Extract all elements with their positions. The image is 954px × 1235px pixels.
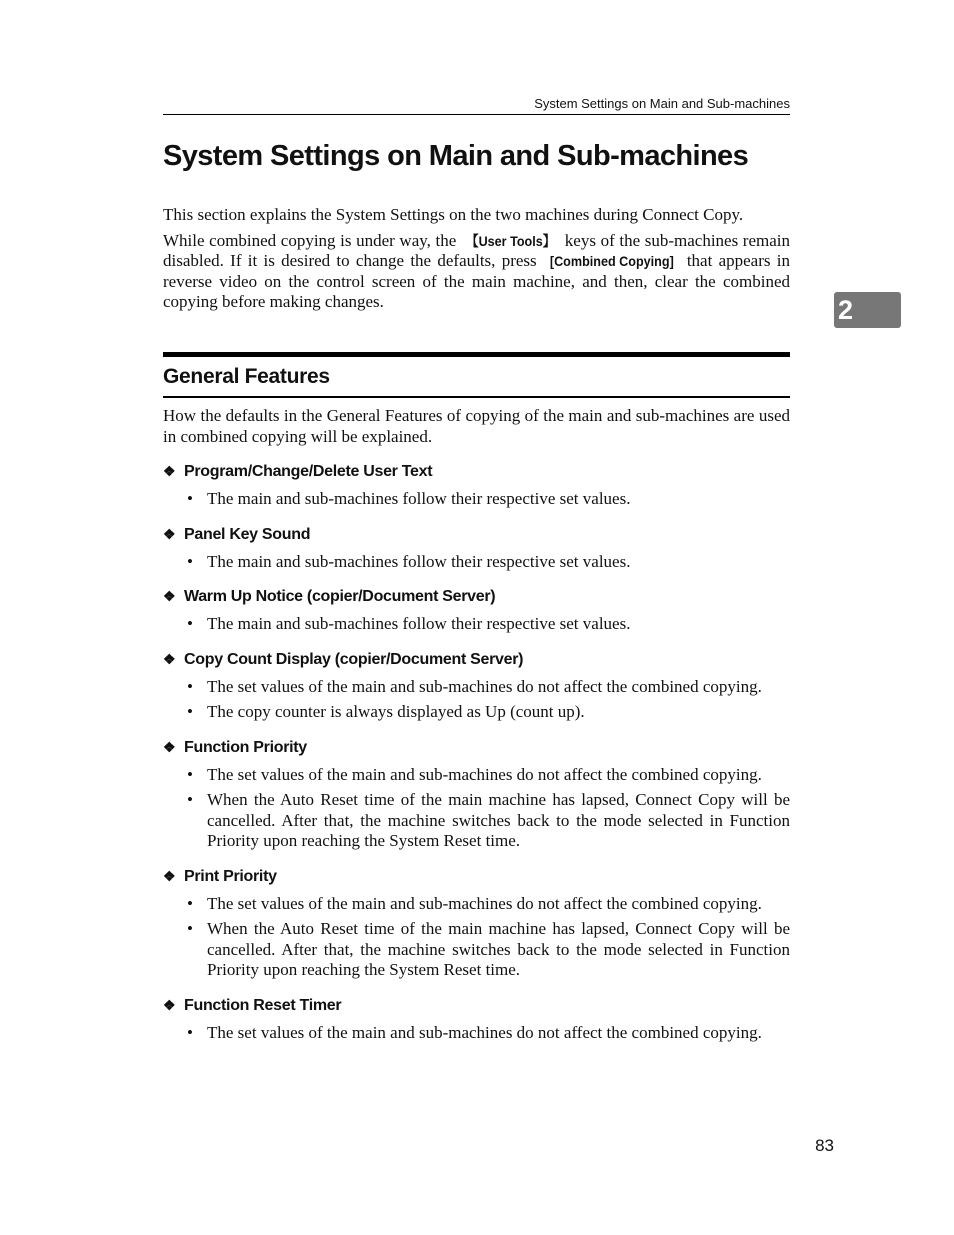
feature-block — [163, 649, 790, 723]
chapter-tab: 2 — [834, 292, 901, 328]
list-item-text: The copy counter is always displayed as Up (count up). — [207, 702, 585, 721]
bullet-dot-icon: • — [187, 893, 193, 913]
feature-heading — [163, 866, 790, 887]
bullet-list — [163, 552, 790, 573]
feature-block — [163, 737, 790, 852]
section-rule-top — [163, 352, 790, 357]
list-item — [163, 489, 790, 510]
bullet-dot-icon: • — [187, 676, 193, 696]
feature-heading-text: Panel Key Sound — [184, 525, 311, 543]
diamond-bullet-icon: ❖ — [163, 588, 176, 604]
feature-heading — [163, 649, 790, 670]
feature-list — [163, 461, 790, 1057]
list-item — [163, 919, 790, 981]
bullet-list — [163, 765, 790, 852]
bullet-list — [163, 677, 790, 723]
feature-heading-text: Print Priority — [184, 867, 277, 885]
intro-section — [163, 205, 790, 318]
feature-heading-text: Function Priority — [184, 738, 307, 756]
list-item-text: When the Auto Reset time of the main machine has lapsed, Connect Copy will be cancelled. After that, the machine switches back to the mode selected in Function Priority upon reaching the System Reset time. — [207, 919, 790, 979]
list-item — [163, 765, 790, 786]
diamond-bullet-icon: ❖ — [163, 650, 176, 667]
intro-paragraph-2 — [163, 231, 790, 313]
intro-paragraph-1: This section explains the System Settings on the two machines during Connect Copy. — [163, 205, 744, 224]
feature-heading — [163, 737, 790, 758]
feature-heading-text: Copy Count Display (copier/Document Server) — [184, 650, 524, 668]
bullet-dot-icon: • — [187, 551, 193, 571]
list-item — [163, 702, 790, 723]
intro-text-part-2: keys of the sub-machines remain disabled. If it is desired to change the defaults, press — [163, 230, 791, 270]
list-item — [163, 677, 790, 698]
feature-block — [163, 866, 790, 981]
diamond-bullet-icon: ❖ — [163, 996, 176, 1013]
list-item-text: When the Auto Reset time of the main machine has lapsed, Connect Copy will be cancelled. After that, the machine switches back to the mode selected in Function Priority upon reaching the System Reset time. — [207, 790, 790, 850]
list-item — [163, 552, 790, 573]
list-item — [163, 614, 790, 635]
diamond-bullet-icon: ❖ — [163, 738, 176, 755]
bullet-dot-icon: • — [187, 702, 193, 721]
bullet-list — [163, 489, 790, 510]
list-item-text: The main and sub-machines follow their respective set values. — [207, 551, 631, 571]
section-title: General Features — [163, 365, 330, 388]
feature-heading — [163, 586, 790, 607]
feature-block — [163, 586, 790, 635]
diamond-bullet-icon: ❖ — [163, 463, 176, 479]
list-item — [163, 894, 790, 915]
intro-text-part-1: While combined copying is under way, the — [163, 230, 461, 250]
diamond-bullet-icon: ❖ — [163, 867, 176, 884]
list-item-text: The main and sub-machines follow their respective set values. — [207, 489, 631, 508]
bullet-dot-icon: • — [187, 919, 193, 938]
section-rule-bottom — [163, 396, 790, 398]
running-header: System Settings on Main and Sub-machines — [163, 96, 790, 115]
feature-heading-text: Program/Change/Delete User Text — [184, 463, 433, 480]
bullet-list — [163, 1023, 790, 1044]
page-number: 83 — [815, 1136, 834, 1155]
list-item-text: The main and sub-machines follow their respective set values. — [207, 614, 631, 633]
bullet-dot-icon: • — [187, 1022, 193, 1042]
list-item-text: The set values of the main and sub-machines do not affect the combined copying. — [207, 764, 762, 784]
feature-heading — [163, 524, 790, 545]
user-tools-key-label: 【User Tools】 — [465, 232, 556, 249]
bullet-dot-icon: • — [187, 790, 193, 809]
section-intro: How the defaults in the General Features of copying of the main and sub-machines are used in combined copying will be explained. — [163, 406, 790, 446]
feature-block — [163, 995, 790, 1044]
bullet-list — [163, 894, 790, 981]
bullet-dot-icon: • — [187, 489, 193, 508]
bullet-dot-icon: • — [187, 764, 193, 784]
feature-heading — [163, 461, 790, 482]
intro-text-part-3: that appears in reverse video on the control screen of the main machine, and then, clear the combined copying before making changes. — [163, 251, 790, 311]
feature-heading-text: Warm Up Notice (copier/Document Server) — [184, 588, 496, 605]
bullet-list — [163, 614, 790, 635]
bullet-dot-icon: • — [187, 614, 193, 633]
list-item-text: The set values of the main and sub-machines do not affect the combined copying. — [207, 676, 762, 696]
page-title: System Settings on Main and Sub-machines — [163, 140, 749, 172]
combined-copying-key-label: [Combined Copying] — [549, 253, 674, 269]
feature-heading — [163, 995, 790, 1016]
diamond-bullet-icon: ❖ — [163, 525, 176, 542]
list-item — [163, 1023, 790, 1044]
feature-block — [163, 461, 790, 510]
list-item-text: The set values of the main and sub-machines do not affect the combined copying. — [207, 1022, 762, 1042]
feature-block — [163, 524, 790, 573]
list-item — [163, 790, 790, 852]
list-item-text: The set values of the main and sub-machines do not affect the combined copying. — [207, 893, 762, 913]
feature-heading-text: Function Reset Timer — [184, 996, 342, 1014]
